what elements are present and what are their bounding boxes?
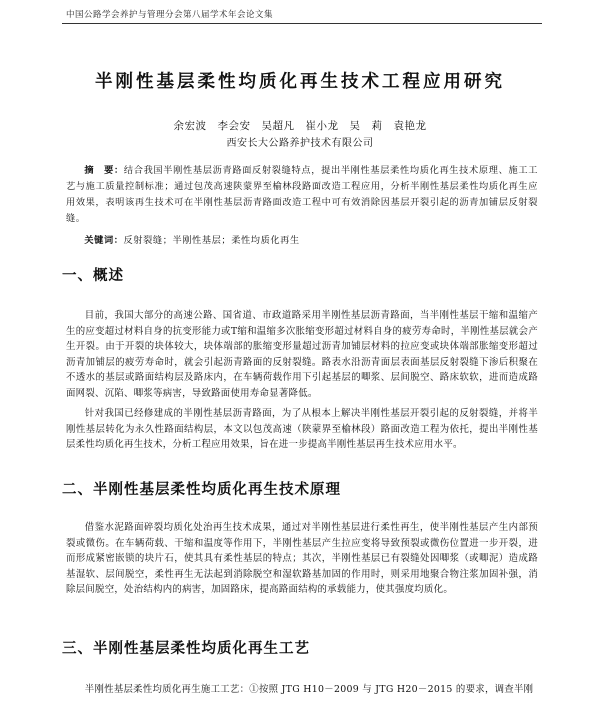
running-header: 中国公路学会养护与管理分会第八届学术年会论文集 [66,10,274,20]
section-heading-principle: 二、半刚性基层柔性均质化再生技术原理 [62,482,341,498]
keywords-text: 反射裂缝；半刚性基层；柔性均质化再生 [123,235,300,246]
abstract-label: 摘 要： [84,165,124,176]
section-heading-overview: 一、概述 [62,268,124,284]
section-heading-process: 三、半刚性基层柔性均质化再生工艺 [62,641,310,657]
keywords [66,232,538,246]
process-paragraph-1: 半刚性基层柔性均质化再生施工工艺：①按照 JTG H10－2009 与 JTG H20－2015 的要求，调查半刚 [84,684,534,695]
overview-paragraph-2: 针对我国已经修建成的半刚性基层沥青路面，为了从根本上解决半刚性基层开裂引起的反射裂缝，并将半刚性基层转化为永久性路面结构层，本文以包茂高速（陕蒙界至榆林段）路面改造工程为依托，提出半刚性基层柔性均质化再生技术，分析工程应用效果，旨在进一步提高半刚性基层再生技术应用水平。 [66,408,538,450]
abstract-text: 结合我国半刚性基层沥青路面反射裂缝特点，提出半刚性基层柔性均质化再生技术原理、施工工艺与施工质量控制标准；通过包茂高速陕蒙界至榆林段路面改造工程应用，分析半刚性基层柔性均质化再生应用效果，表明该再生技术可在半刚性基层沥青路面改造工程中可有效消除因基层开裂引起的沥青加铺层反射裂缝。 [66,165,538,224]
paper-affiliation: 西安长大公路养护技术有限公司 [226,138,374,149]
abstract [66,163,538,227]
overview-paragraph-1: 目前，我国大部分的高速公路、国省道、市政道路采用半刚性基层沥青路面，当半刚性基层干缩和温缩产生的应变超过材料自身的抗变形能力或T缩和温缩多次胀缩变形超过材料自身的疲劳寿命时，半刚性基层就会产生开裂。由于开裂的块体较大，块体端部的胀缩变形量超过沥青加铺层材料的拉应变或块体端部胀缩变形超过沥青加铺层的疲劳寿命时，就会引起沥青路面的反射裂缝。路表水沿沥青面层表面基层反射裂缝下渗后积聚在不透水的基层或路面结构层及路床内，在车辆荷载作用下引起基层的唧浆、层间脱空、路床软软，进而造成路面网裂、沉陷、唧浆等病害，导致路面使用寿命显著降低。 [66,310,538,399]
principle-paragraph-1: 借鉴水泥路面碎裂均质化处治再生技术成果，通过对半刚性基层进行柔性再生，使半刚性基层产生内部预裂或微伤。在车辆荷载、干缩和温度等作用下，半刚性基层产生拉应变将导致预裂或微伤位置进一步开裂，进而形成紧密嵌锁的块片石，使其具有柔性基层的特点；其次，半刚性基层已有裂缝处因唧浆（或唧泥）造成路基湿软、层间脱空，柔性再生无法起到消除脱空和湿软路基加固的作用时，则采用地聚合物注浆加固补强，消除层间脱空，处治结构内的病害，加固路床，提高路面结构的承载能力，使其强度均质化。 [66,522,538,595]
paper-title: 半刚性基层柔性均质化再生技术工程应用研究 [95,72,505,92]
header-rule [62,23,542,24]
keywords-label: 关键词： [84,235,124,246]
paper-authors: 余宏波 李会安 吴超凡 崔小龙 吴 莉 袁艳龙 [173,120,427,132]
